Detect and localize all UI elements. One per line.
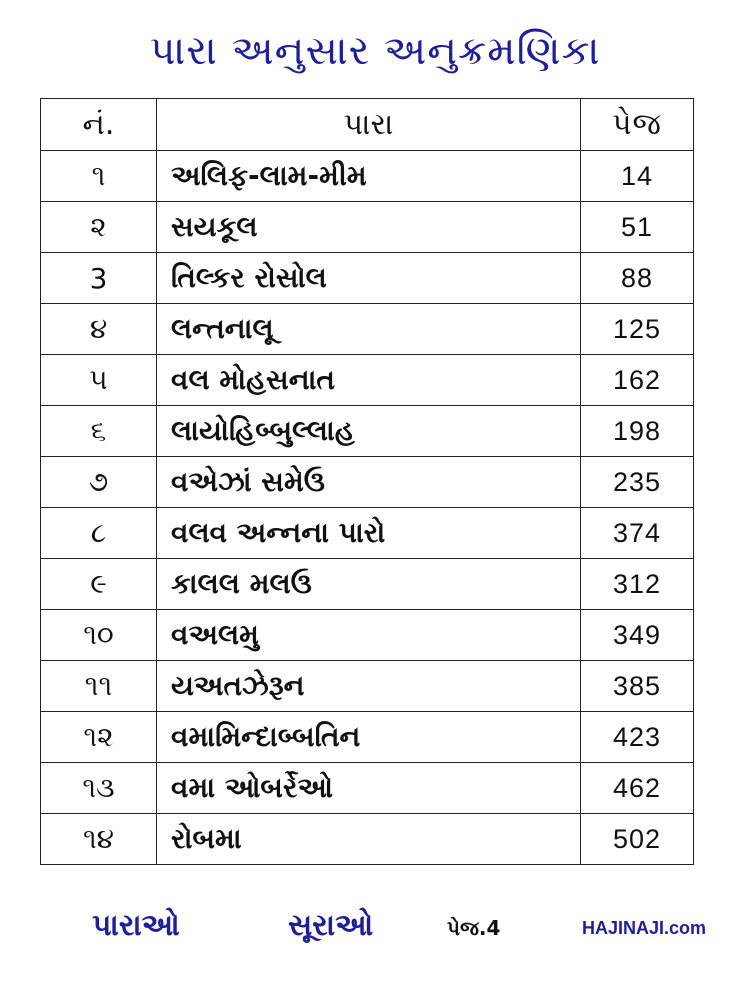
para-list-link[interactable]: પારાઓ xyxy=(92,908,180,943)
page-number: 349 xyxy=(581,610,694,661)
para-name: વમા ઓબર્રેઓ xyxy=(157,763,581,814)
table-row[interactable] xyxy=(41,151,694,202)
row-number: ૧૪ xyxy=(41,814,157,865)
para-name: સયકૂલ xyxy=(157,202,581,253)
table-row[interactable] xyxy=(41,814,694,865)
page-number: 14 xyxy=(581,151,694,202)
page-number: 462 xyxy=(581,763,694,814)
page-number: 235 xyxy=(581,457,694,508)
sura-list-link[interactable]: સૂરાઓ xyxy=(288,908,374,943)
row-number: ૭ xyxy=(41,457,157,508)
page-number: 312 xyxy=(581,559,694,610)
table-row[interactable] xyxy=(41,253,694,304)
table-row[interactable] xyxy=(41,202,694,253)
page-number: 162 xyxy=(581,355,694,406)
table-row[interactable] xyxy=(41,457,694,508)
row-number: ૮ xyxy=(41,508,157,559)
para-name: વએઝાં સમેઉ xyxy=(157,457,581,508)
page-number: 423 xyxy=(581,712,694,763)
para-name: લન્તનાલૂ xyxy=(157,304,581,355)
para-name: વલવ અન્નના પારો xyxy=(157,508,581,559)
page-title: પારા અનુસાર અનુક્રમણિકા xyxy=(149,28,601,74)
page-number: 502 xyxy=(581,814,694,865)
page-number: 374 xyxy=(581,508,694,559)
row-number: ૨ xyxy=(41,202,157,253)
para-name: વલ મોહસનાત xyxy=(157,355,581,406)
para-name: લાયોહિબ્બુલ્લાહ xyxy=(157,406,581,457)
table-row[interactable] xyxy=(41,763,694,814)
para-name: અલિફ-લામ-મીમ xyxy=(157,151,581,202)
table-row[interactable] xyxy=(41,661,694,712)
para-name: રોબમા xyxy=(157,814,581,865)
page-number-label: પેજ.4 xyxy=(447,916,501,940)
column-header-name: પારા xyxy=(157,99,581,151)
row-number: ૬ xyxy=(41,406,157,457)
para-name: વઅલમુ xyxy=(157,610,581,661)
table-row[interactable] xyxy=(41,406,694,457)
table-header-row xyxy=(41,99,694,151)
row-number: ૫ xyxy=(41,355,157,406)
table-row[interactable] xyxy=(41,610,694,661)
table-row[interactable] xyxy=(41,508,694,559)
footer-nav xyxy=(0,908,750,952)
table-row[interactable] xyxy=(41,712,694,763)
page-number: 385 xyxy=(581,661,694,712)
row-number: ૧૧ xyxy=(41,661,157,712)
table-row[interactable] xyxy=(41,304,694,355)
para-index-table xyxy=(40,98,694,865)
row-number: ૪ xyxy=(41,304,157,355)
page-number: 125 xyxy=(581,304,694,355)
page-number: 198 xyxy=(581,406,694,457)
row-number: ૧૨ xyxy=(41,712,157,763)
column-header-page: પેજ xyxy=(581,99,694,151)
para-name: કાલલ મલઉ xyxy=(157,559,581,610)
table-row[interactable] xyxy=(41,559,694,610)
para-name: યઅતઝેરૂન xyxy=(157,661,581,712)
page-number: 51 xyxy=(581,202,694,253)
page-number: 88 xyxy=(581,253,694,304)
row-number: ૧ xyxy=(41,151,157,202)
column-header-number: નં. xyxy=(41,99,157,151)
website-link[interactable]: HAJINAJI.com xyxy=(582,918,707,938)
para-name: તિલ્કર રોસોલ xyxy=(157,253,581,304)
row-number: ૧૦ xyxy=(41,610,157,661)
table-row[interactable] xyxy=(41,355,694,406)
para-name: વમામિન્દાબ્બતિન xyxy=(157,712,581,763)
row-number: ૯ xyxy=(41,559,157,610)
row-number: 3 xyxy=(41,253,157,304)
row-number: ૧૩ xyxy=(41,763,157,814)
